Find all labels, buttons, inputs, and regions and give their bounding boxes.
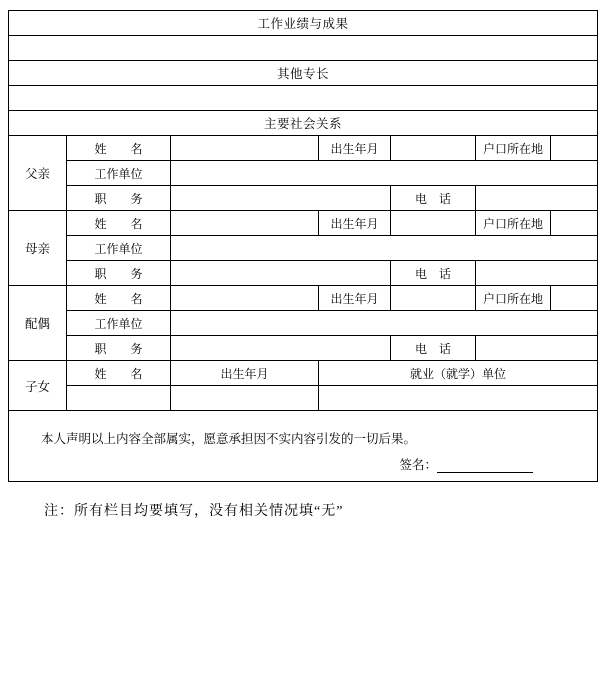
- achievements-content-row: [9, 36, 598, 61]
- father-name-label: 姓 名: [67, 136, 171, 161]
- children-name-value[interactable]: [67, 386, 171, 411]
- father-position-label: 职 务: [67, 186, 171, 211]
- mother-label: 母亲: [9, 211, 67, 286]
- spouse-residence-label: 户口所在地: [476, 286, 551, 311]
- father-position-row: [9, 186, 598, 211]
- mother-phone-value[interactable]: [476, 261, 598, 286]
- social-relations-title-row: [9, 111, 598, 136]
- mother-name-value[interactable]: [171, 211, 319, 236]
- spouse-residence-value[interactable]: [551, 286, 598, 311]
- mother-name-row: [9, 211, 598, 236]
- children-value-row: [9, 386, 598, 411]
- father-residence-value[interactable]: [551, 136, 598, 161]
- mother-work-unit-row: [9, 236, 598, 261]
- achievements-title: 工作业绩与成果: [9, 11, 598, 36]
- spouse-name-row: [9, 286, 598, 311]
- mother-name-label: 姓 名: [67, 211, 171, 236]
- father-birth-label: 出生年月: [319, 136, 391, 161]
- father-name-value[interactable]: [171, 136, 319, 161]
- statement-row: [9, 411, 598, 482]
- mother-position-label: 职 务: [67, 261, 171, 286]
- statement-inner: [9, 411, 597, 481]
- footer-note: 注：所有栏目均要填写，没有相关情况填“无”: [44, 504, 344, 519]
- statement-text: 本人声明以上内容全部属实，愿意承担因不实内容引发的一切后果。: [41, 432, 417, 446]
- spouse-name-label: 姓 名: [67, 286, 171, 311]
- children-birth-label: 出生年月: [171, 361, 319, 386]
- father-phone-value[interactable]: [476, 186, 598, 211]
- other-specialty-content-row: [9, 86, 598, 111]
- spouse-work-unit-value[interactable]: [171, 311, 598, 336]
- father-work-unit-label: 工作单位: [67, 161, 171, 186]
- other-specialty-content[interactable]: [9, 86, 598, 111]
- spouse-work-unit-row: [9, 311, 598, 336]
- signature-area: [400, 455, 534, 473]
- children-header-row: [9, 361, 598, 386]
- spouse-phone-value[interactable]: [476, 336, 598, 361]
- achievements-title-row: [9, 11, 598, 36]
- mother-residence-label: 户口所在地: [476, 211, 551, 236]
- achievements-content[interactable]: [9, 36, 598, 61]
- children-name-label: 姓 名: [67, 361, 171, 386]
- father-phone-label: 电 话: [391, 186, 476, 211]
- mother-work-unit-value[interactable]: [171, 236, 598, 261]
- father-birth-value[interactable]: [391, 136, 476, 161]
- other-specialty-title: 其他专长: [9, 61, 598, 86]
- signature-line[interactable]: [437, 460, 533, 473]
- spouse-phone-label: 电 话: [391, 336, 476, 361]
- mother-birth-value[interactable]: [391, 211, 476, 236]
- children-label: 子女: [9, 361, 67, 411]
- spouse-name-value[interactable]: [171, 286, 319, 311]
- spouse-label: 配偶: [9, 286, 67, 361]
- spouse-position-label: 职 务: [67, 336, 171, 361]
- spouse-position-row: [9, 336, 598, 361]
- personnel-form-table: [8, 10, 598, 482]
- mother-residence-value[interactable]: [551, 211, 598, 236]
- signature-label: 签名：: [399, 458, 438, 472]
- social-relations-title: 主要社会关系: [9, 111, 598, 136]
- mother-phone-label: 电 话: [391, 261, 476, 286]
- mother-birth-label: 出生年月: [319, 211, 391, 236]
- father-name-row: [9, 136, 598, 161]
- mother-work-unit-label: 工作单位: [67, 236, 171, 261]
- children-employment-label: 就业（就学）单位: [319, 361, 598, 386]
- father-residence-label: 户口所在地: [476, 136, 551, 161]
- other-specialty-title-row: [9, 61, 598, 86]
- children-employment-value[interactable]: [319, 386, 598, 411]
- spouse-position-value[interactable]: [171, 336, 391, 361]
- spouse-birth-value[interactable]: [391, 286, 476, 311]
- mother-position-row: [9, 261, 598, 286]
- father-work-unit-row: [9, 161, 598, 186]
- father-position-value[interactable]: [171, 186, 391, 211]
- children-birth-value[interactable]: [171, 386, 319, 411]
- spouse-birth-label: 出生年月: [319, 286, 391, 311]
- statement-cell: [9, 411, 598, 482]
- father-label: 父亲: [9, 136, 67, 211]
- mother-position-value[interactable]: [171, 261, 391, 286]
- spouse-work-unit-label: 工作单位: [67, 311, 171, 336]
- father-work-unit-value[interactable]: [171, 161, 598, 186]
